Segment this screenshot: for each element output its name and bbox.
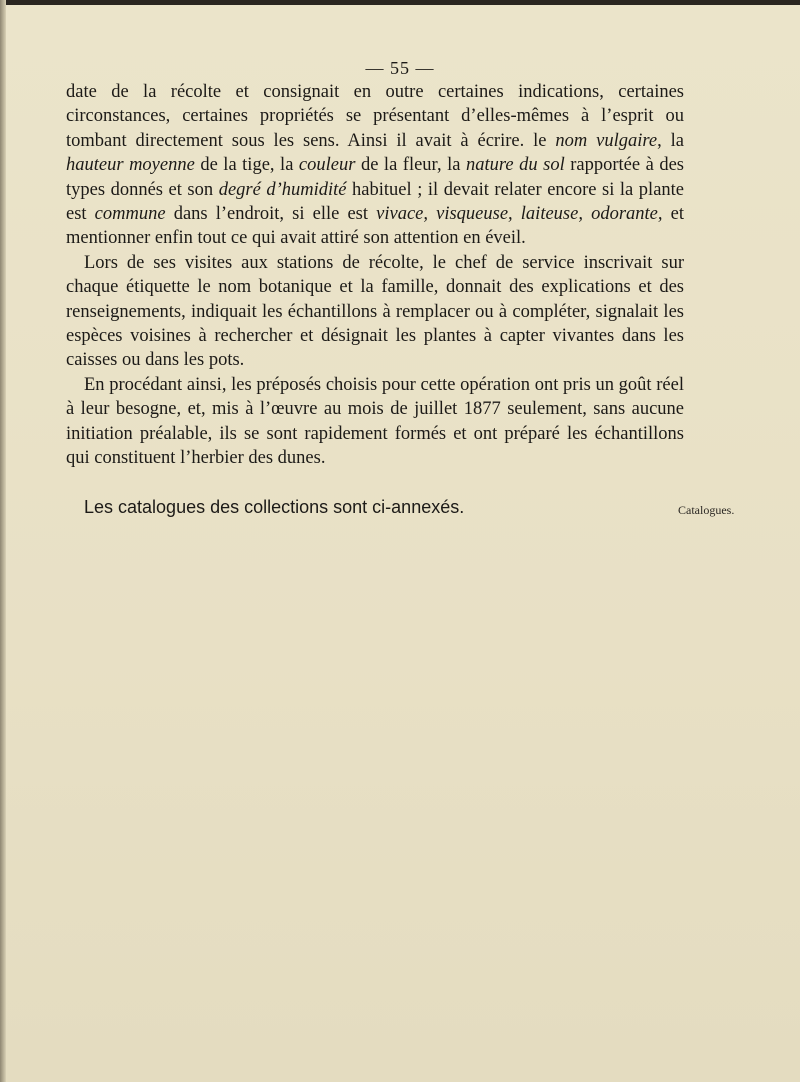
body-text [66, 80, 684, 471]
text-run: En procédant ainsi, les préposés choisis pour cette opération ont pris un goût réel à leur besogne, et, mis à l’œuvre au mois de juillet 1877 seulement, sans aucune initiation préalable, ils se sont rapidement formés et ont préparé les échantillons qui constituent l’herbier des dunes. [66, 374, 684, 469]
text-run: , la [657, 130, 685, 151]
paragraph [66, 80, 684, 251]
top-rule [0, 0, 800, 5]
italic-term: commune [94, 204, 166, 225]
italic-term: hauteur moyenne [66, 155, 195, 176]
italic-term: degré d’humidité [218, 179, 347, 200]
text-run: habituel ; il devait relater encore si la plante est [66, 179, 685, 225]
page-number: — 55 — [365, 58, 435, 78]
text-run: dans l’endroit, si elle est [165, 204, 377, 225]
italic-term: nom vulgaire [555, 130, 658, 151]
page-edge-shadow [0, 0, 6, 1082]
text-run: rapportée à des types donnés et son [66, 155, 684, 200]
italic-term: couleur [298, 155, 356, 176]
text-run: Lors de ses visites aux stations de récolte, le chef de service inscrivait sur chaque étiquette le nom botanique et la famille, donnait des explications et des renseignements, indiquait les échantillons à remplacer ou à compléter, signalait les espèces voisines à rechercher et désignait les plantes à capter vivantes dans les caisses ou dans les pots. [66, 252, 684, 371]
italic-term: vivace, visqueuse, laiteuse, odorante, [376, 204, 663, 225]
text-run: de la fleur, la [355, 155, 466, 176]
text-run: et mentionner enfin tout ce qui avait attiré son attention en éveil. [66, 204, 684, 249]
paragraph [66, 251, 684, 373]
italic-term: nature du sol [465, 155, 565, 176]
text-run: date de la récolte et consignait en outre certaines indications, certaines circonstances, certaines propriétés se présentant d’elles-mêmes à l’esprit ou tombant directement sous les sens. Ainsi il avait à écrire. le [66, 82, 684, 151]
closing-line: Les catalogues des collections sont ci-annexés. [84, 497, 465, 517]
text-run: de la tige, la [194, 155, 299, 176]
margin-note: Catalogues. [678, 503, 735, 517]
paragraph [66, 373, 684, 471]
